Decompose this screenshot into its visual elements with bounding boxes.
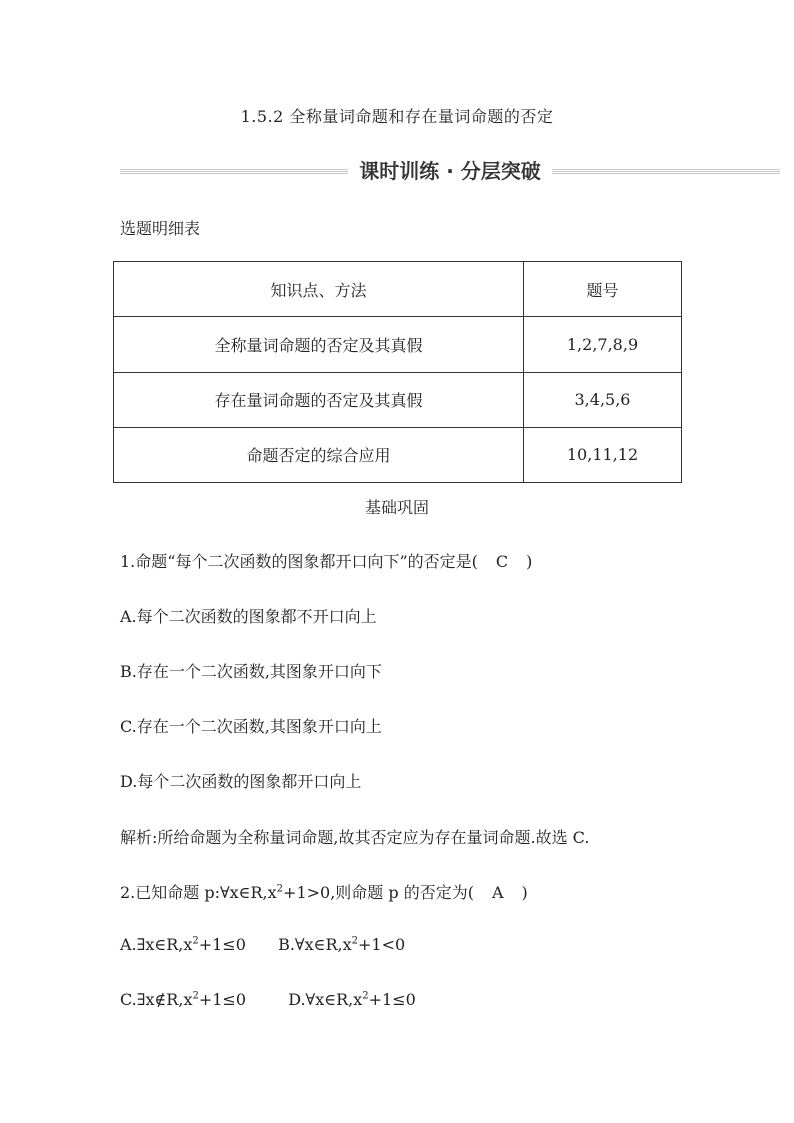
topic-table: [113, 261, 682, 483]
question-1-analysis: 解析:所给命题为全称量词命题,故其否定应为存在量词命题.故选 C.: [120, 828, 590, 847]
table-title: 选题明细表: [120, 219, 201, 238]
question-2-option-a: [120, 935, 246, 954]
question-2-option-d: [288, 990, 416, 1009]
table-header-number: 题号: [524, 262, 682, 317]
option-c-text-end: +1≤0: [198, 990, 247, 1009]
option-a-text: A.∃x∈R,x: [120, 935, 193, 954]
question-1-close: ): [526, 552, 533, 571]
banner-rule-left: [120, 169, 348, 175]
question-1-option-c: C.存在一个二次函数,其图象开口向上: [120, 717, 382, 736]
superscript: 2: [276, 883, 284, 895]
section-banner: [120, 156, 780, 186]
superscript: 2: [351, 935, 358, 947]
banner-label: 课时训练 · 分层突破: [359, 159, 541, 183]
option-b-text: B.∀x∈R,x: [278, 935, 352, 954]
question-1-option-b: B.存在一个二次函数,其图象开口向下: [120, 662, 382, 681]
question-2-stem: [120, 880, 528, 903]
question-1-text: 1.命题“每个二次函数的图象都开口向下”的否定是(: [120, 552, 478, 571]
question-2-text-a: 2.已知命题 p:∀x∈R,x: [120, 883, 277, 902]
table-header-row: [114, 262, 682, 317]
option-d-text-end: +1≤0: [368, 990, 416, 1009]
section-heading: 基础巩固: [364, 498, 429, 517]
table-row: [114, 427, 682, 482]
question-1-answer: C: [495, 552, 509, 571]
page-title: 1.5.2 全称量词命题和存在量词命题的否定: [240, 107, 554, 126]
question-1-option-a: A.每个二次函数的图象都不开口向上: [120, 607, 377, 626]
superscript: 2: [362, 990, 369, 1002]
table-header-topic: 知识点、方法: [114, 262, 524, 317]
table-cell-number: 1,2,7,8,9: [524, 317, 682, 372]
superscript: 2: [192, 990, 199, 1002]
banner-rule-right: [552, 169, 780, 175]
table-cell-number: 3,4,5,6: [524, 372, 682, 427]
table-cell-number: 10,11,12: [524, 427, 682, 482]
question-2-option-b: [278, 935, 405, 954]
superscript: 2: [192, 935, 199, 947]
question-2-options-row-2: [120, 990, 416, 1009]
table-cell-topic: 存在量词命题的否定及其真假: [114, 372, 524, 427]
table-row: [114, 317, 682, 372]
option-b-text-end: +1<0: [357, 935, 406, 954]
question-2-text-b: +1>0,则命题 p 的否定为(: [283, 883, 474, 902]
table-row: [114, 372, 682, 427]
option-c-text: C.∃x∉R,x: [120, 990, 193, 1009]
table-cell-topic: 命题否定的综合应用: [114, 427, 524, 482]
option-a-text-end: +1≤0: [198, 935, 246, 954]
table-cell-topic: 全称量词命题的否定及其真假: [114, 317, 524, 372]
question-2-option-c: [120, 990, 246, 1009]
option-d-text: D.∀x∈R,x: [288, 990, 363, 1009]
question-1-option-d: D.每个二次函数的图象都开口向上: [120, 772, 362, 791]
question-2-options-row-1: [120, 935, 405, 954]
question-2-close: ): [521, 883, 528, 902]
question-2-answer: A: [491, 883, 504, 902]
question-1-stem: [120, 549, 532, 572]
